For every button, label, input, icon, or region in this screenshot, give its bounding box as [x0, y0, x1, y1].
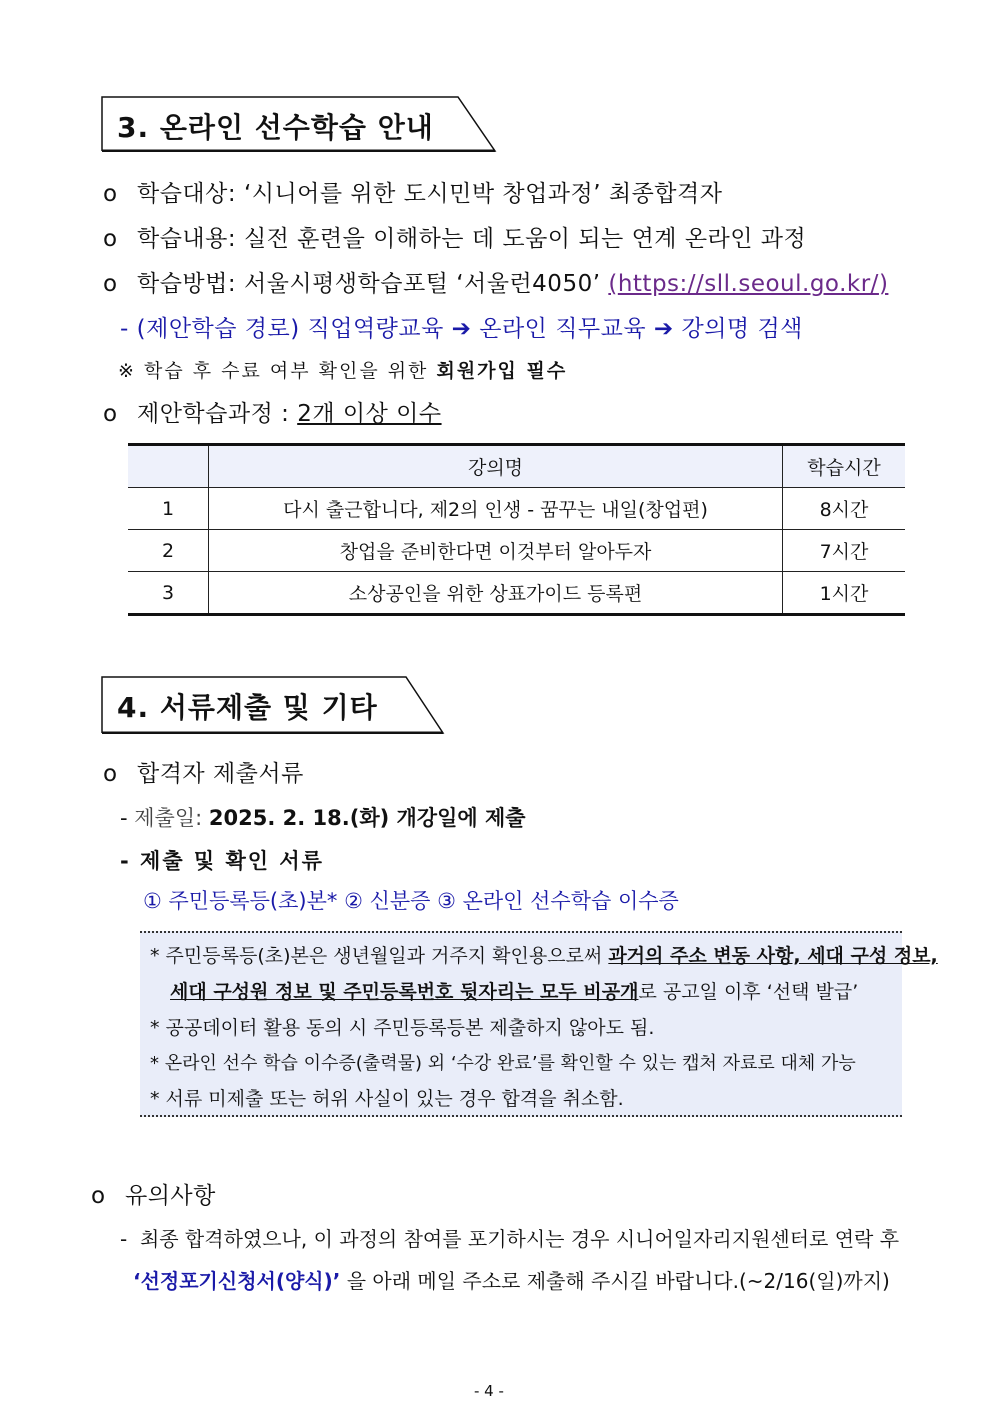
arrow-right-icon: ➔ — [653, 316, 674, 342]
table-row: 1 다시 출근합니다, 제2의 인생 - 꿈꾸는 내일(창업편) 8시간 — [128, 488, 905, 530]
form-name: ‘선정포기신청서(양식)’ — [133, 1269, 341, 1293]
caution-heading: o 유의사항 — [91, 1183, 216, 1209]
bullet-circle-icon: o — [103, 181, 118, 207]
signup-note: ※ 학습 후 수료 여부 확인을 위한 회원가입 필수 — [118, 360, 568, 382]
column-header-course: 강의명 — [209, 445, 783, 488]
note-item: * 주민등록등(초)본은 생년월일과 거주지 확인용으로써 과거의 주소 변동 사항, 세대 구성 정보, — [150, 945, 938, 967]
bullet-circle-icon: o — [91, 1183, 106, 1209]
note-item: * 공공데이터 활용 동의 시 주민등록등본 제출하지 않아도 됨. — [150, 1017, 655, 1039]
section-3-title: 3. 온라인 선수학습 안내 — [117, 111, 434, 144]
section-4-heading — [101, 676, 445, 732]
section-4-title: 4. 서류제출 및 기타 — [117, 691, 378, 724]
note-item: * 서류 미제출 또는 허위 사실이 있는 경우 합격을 취소함. — [150, 1088, 624, 1110]
table-row: 3 소상공인을 위한 상표가이드 등록편 1시간 — [128, 572, 905, 615]
check-docs-heading: - 제출 및 확인 서류 — [120, 849, 324, 873]
caution-line-1: - 최종 합격하였으나, 이 과정의 참여를 포기하시는 경우 시니어일자리지원센터로 연락 후 — [120, 1227, 900, 1251]
courses-heading: o 제안학습과정 : 2개 이상 이수 — [103, 401, 442, 427]
table-header-row — [128, 445, 905, 488]
portal-link[interactable]: https://sll.seoul.go.kr/ — [617, 271, 879, 297]
item-method: o 학습방법: 서울시평생학습포털 ‘서울런4050’ (https://sll.seoul.go.kr/) — [103, 271, 889, 297]
caution-line-2: ‘선정포기신청서(양식)’ 을 아래 메일 주소로 제출해 주시길 바랍니다.(~2/16(일)까지) — [133, 1269, 890, 1293]
bullet-circle-icon: o — [103, 761, 118, 787]
arrow-right-icon: ➔ — [451, 316, 472, 342]
submit-date: - 제출일: 2025. 2. 18.(화) 개강일에 제출 — [120, 806, 526, 830]
item-content: o 학습내용: 실전 훈련을 이해하는 데 도움이 되는 연계 온라인 과정 — [103, 226, 807, 252]
page-number: - 4 - — [474, 1382, 504, 1400]
bullet-circle-icon: o — [103, 271, 118, 297]
column-header-hours: 학습시간 — [783, 445, 906, 488]
note-item: * 온라인 선수 학습 이수증(출력물) 외 ‘수강 완료’를 확인할 수 있는 캡처 자료로 대체 가능 — [150, 1053, 856, 1074]
reference-mark-icon: ※ — [118, 360, 136, 382]
section-3-heading — [101, 96, 497, 152]
bullet-circle-icon: o — [103, 401, 118, 427]
notes-box — [140, 931, 938, 1117]
note-item: 세대 구성원 정보 및 주민등록번호 뒷자리는 모두 비공개로 공고일 이후 ‘선택 발급’ — [170, 981, 859, 1003]
course-table — [128, 443, 905, 616]
table-row: 2 창업을 준비한다면 이것부터 알아두자 7시간 — [128, 530, 905, 572]
docs-heading: o 합격자 제출서류 — [103, 761, 304, 787]
item-target: o 학습대상: ‘시니어를 위한 도시민박 창업과정’ 최종합격자 — [103, 181, 723, 207]
learning-path: - (제안학습 경로) 직업역량교육 ➔ 온라인 직무교육 ➔ 강의명 검색 — [120, 316, 803, 342]
bullet-circle-icon: o — [103, 226, 118, 252]
doc-list: ① 주민등록등(초)본* ② 신분증 ③ 온라인 선수학습 이수증 — [143, 889, 679, 913]
